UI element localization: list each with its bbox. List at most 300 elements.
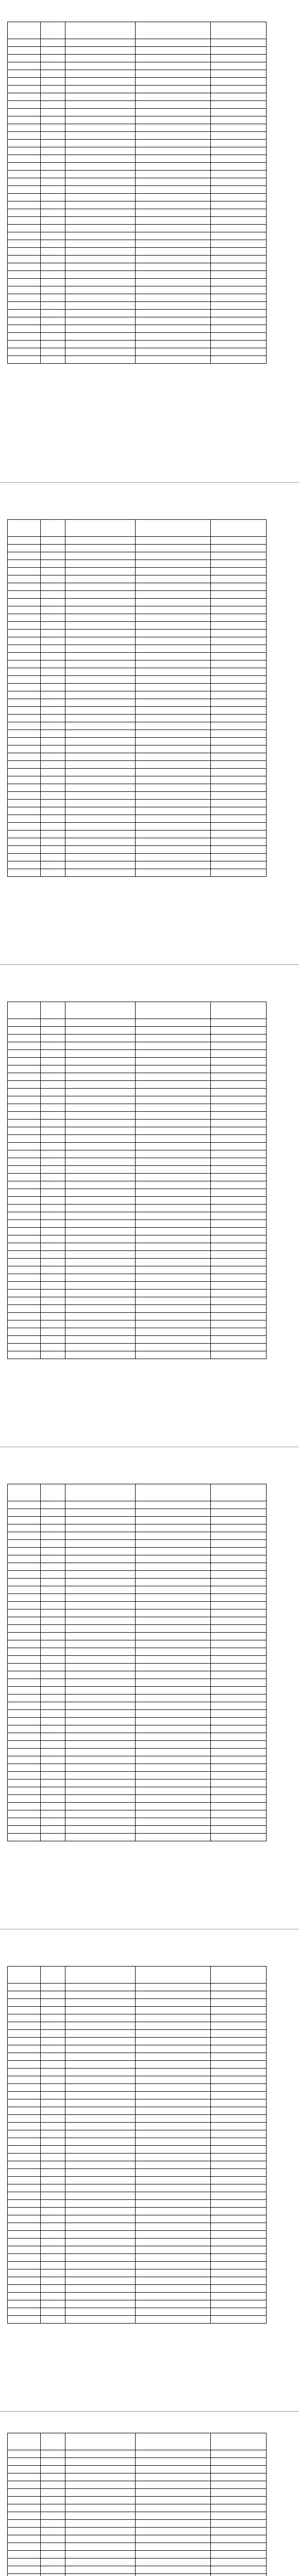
cell-major xyxy=(136,1625,211,1633)
table-row xyxy=(8,1803,267,1810)
cell-remark xyxy=(211,1305,267,1313)
cell-gender xyxy=(41,691,65,699)
cell-id-number xyxy=(65,2030,136,2038)
cell-remark xyxy=(211,1297,267,1305)
header-major xyxy=(136,1484,211,1501)
cell-id-number xyxy=(65,317,136,325)
cell-gender xyxy=(41,575,65,583)
table-row xyxy=(8,78,267,86)
table-row xyxy=(8,1787,267,1795)
student-table xyxy=(7,1484,267,1841)
cell-remark xyxy=(211,2014,267,2022)
cell-gender xyxy=(41,155,65,163)
cell-gender xyxy=(41,93,65,101)
cell-remark xyxy=(211,2269,267,2277)
cell-name xyxy=(8,1320,41,1328)
table-row xyxy=(8,614,267,622)
cell-major xyxy=(136,1197,211,1205)
table-row xyxy=(8,1328,267,1336)
table-row xyxy=(8,2528,267,2535)
cell-gender xyxy=(41,1787,65,1795)
cell-gender xyxy=(41,1810,65,1818)
cell-id-number xyxy=(65,1104,136,1112)
cell-name xyxy=(8,294,41,302)
cell-major xyxy=(136,310,211,317)
cell-name xyxy=(8,769,41,776)
cell-major xyxy=(136,1999,211,2007)
cell-name xyxy=(8,1772,41,1780)
cell-gender xyxy=(41,2277,65,2285)
cell-major xyxy=(136,116,211,124)
cell-name xyxy=(8,838,41,846)
cell-major xyxy=(136,676,211,684)
cell-remark xyxy=(211,2138,267,2146)
cell-remark xyxy=(211,1532,267,1540)
cell-remark xyxy=(211,1042,267,1050)
cell-gender xyxy=(41,622,65,630)
cell-remark xyxy=(211,333,267,341)
cell-id-number xyxy=(65,1050,136,1058)
cell-remark xyxy=(211,2293,267,2300)
table-row xyxy=(8,707,267,715)
cell-gender xyxy=(41,310,65,317)
cell-major xyxy=(136,1780,211,1787)
table-header-row xyxy=(8,1967,267,1984)
header-id-number xyxy=(65,2433,136,2450)
cell-name xyxy=(8,1174,41,1181)
cell-major xyxy=(136,2489,211,2497)
cell-id-number xyxy=(65,684,136,691)
table-row xyxy=(8,163,267,171)
cell-id-number xyxy=(65,2161,136,2169)
cell-gender xyxy=(41,1181,65,1189)
cell-id-number xyxy=(65,668,136,676)
cell-remark xyxy=(211,2566,267,2574)
cell-name xyxy=(8,776,41,784)
table-row xyxy=(8,1764,267,1772)
table-row xyxy=(8,1509,267,1517)
cell-remark xyxy=(211,831,267,838)
table-row xyxy=(8,583,267,591)
cell-id-number xyxy=(65,1150,136,1158)
cell-major xyxy=(136,109,211,116)
cell-major xyxy=(136,1251,211,1259)
cell-remark xyxy=(211,1834,267,1841)
table-row xyxy=(8,147,267,155)
cell-name xyxy=(8,1344,41,1351)
cell-id-number xyxy=(65,1571,136,1579)
cell-gender xyxy=(41,1664,65,1671)
cell-id-number xyxy=(65,225,136,232)
cell-major xyxy=(136,1633,211,1640)
cell-major xyxy=(136,1220,211,1228)
table-row xyxy=(8,1656,267,1664)
cell-gender xyxy=(41,2254,65,2262)
cell-gender xyxy=(41,116,65,124)
cell-name xyxy=(8,800,41,807)
table-row xyxy=(8,1810,267,1818)
table-row xyxy=(8,217,267,225)
cell-remark xyxy=(211,1328,267,1336)
cell-id-number xyxy=(65,1787,136,1795)
cell-name xyxy=(8,333,41,341)
cell-name xyxy=(8,286,41,294)
cell-gender xyxy=(41,606,65,614)
cell-name xyxy=(8,606,41,614)
cell-gender xyxy=(41,645,65,653)
table-row xyxy=(8,2053,267,2061)
table-row xyxy=(8,1517,267,1524)
cell-name xyxy=(8,1112,41,1120)
cell-gender xyxy=(41,1150,65,1158)
cell-name xyxy=(8,1710,41,1718)
cell-name xyxy=(8,2123,41,2130)
table-row xyxy=(8,861,267,869)
cell-gender xyxy=(41,2512,65,2520)
cell-id-number xyxy=(65,2551,136,2558)
cell-remark xyxy=(211,1984,267,1991)
cell-major xyxy=(136,1305,211,1313)
cell-gender xyxy=(41,178,65,186)
cell-name xyxy=(8,2473,41,2481)
cell-id-number xyxy=(65,2558,136,2566)
cell-id-number xyxy=(65,1305,136,1313)
cell-id-number xyxy=(65,1524,136,1532)
cell-gender xyxy=(41,591,65,599)
cell-id-number xyxy=(65,294,136,302)
cell-name xyxy=(8,854,41,861)
cell-major xyxy=(136,302,211,310)
cell-major xyxy=(136,333,211,341)
cell-gender xyxy=(41,1336,65,1344)
table-row xyxy=(8,333,267,341)
cell-remark xyxy=(211,1780,267,1787)
cell-gender xyxy=(41,2099,65,2107)
cell-id-number xyxy=(65,86,136,93)
cell-id-number xyxy=(65,722,136,730)
table-row xyxy=(8,1158,267,1166)
cell-remark xyxy=(211,209,267,217)
cell-id-number xyxy=(65,2520,136,2528)
cell-gender xyxy=(41,1725,65,1733)
cell-id-number xyxy=(65,622,136,630)
cell-remark xyxy=(211,2543,267,2551)
cell-name xyxy=(8,1081,41,1089)
cell-id-number xyxy=(65,1320,136,1328)
cell-id-number xyxy=(65,606,136,614)
cell-major xyxy=(136,2231,211,2239)
cell-id-number xyxy=(65,1772,136,1780)
table-row xyxy=(8,1243,267,1251)
cell-name xyxy=(8,2277,41,2285)
cell-major xyxy=(136,591,211,599)
table-row xyxy=(8,155,267,163)
cell-major xyxy=(136,1050,211,1058)
cell-major xyxy=(136,2543,211,2551)
cell-id-number xyxy=(65,2007,136,2014)
cell-major xyxy=(136,2316,211,2324)
cell-name xyxy=(8,2551,41,2558)
cell-id-number xyxy=(65,2231,136,2239)
cell-gender xyxy=(41,1228,65,1235)
cell-major xyxy=(136,2277,211,2285)
cell-name xyxy=(8,2200,41,2208)
cell-id-number xyxy=(65,707,136,715)
cell-id-number xyxy=(65,2269,136,2277)
cell-major xyxy=(136,2504,211,2512)
cell-name xyxy=(8,2161,41,2169)
table-row xyxy=(8,1749,267,1756)
table-row xyxy=(8,1228,267,1235)
cell-id-number xyxy=(65,807,136,815)
header-id-number xyxy=(65,1002,136,1019)
cell-id-number xyxy=(65,2061,136,2069)
table-row xyxy=(8,2030,267,2038)
table-row xyxy=(8,1120,267,1127)
cell-major xyxy=(136,1290,211,1297)
cell-name xyxy=(8,1181,41,1189)
cell-gender xyxy=(41,2473,65,2481)
header-gender xyxy=(41,1967,65,1984)
cell-id-number xyxy=(65,815,136,823)
cell-major xyxy=(136,2528,211,2535)
table-row xyxy=(8,2076,267,2084)
cell-gender xyxy=(41,1741,65,1749)
cell-name xyxy=(8,1756,41,1764)
cell-gender xyxy=(41,2489,65,2497)
cell-id-number xyxy=(65,545,136,552)
cell-major xyxy=(136,1135,211,1143)
cell-name xyxy=(8,1609,41,1617)
cell-gender xyxy=(41,630,65,637)
table-row xyxy=(8,1571,267,1579)
cell-id-number xyxy=(65,2177,136,2184)
table-row xyxy=(8,1042,267,1050)
cell-major xyxy=(136,2497,211,2504)
cell-id-number xyxy=(65,155,136,163)
cell-id-number xyxy=(65,1694,136,1702)
cell-name xyxy=(8,1594,41,1602)
cell-gender xyxy=(41,1517,65,1524)
cell-id-number xyxy=(65,1540,136,1548)
cell-gender xyxy=(41,2115,65,2123)
cell-name xyxy=(8,1733,41,1741)
cell-major xyxy=(136,1548,211,1555)
table-row xyxy=(8,1501,267,1509)
cell-name xyxy=(8,1984,41,1991)
header-gender xyxy=(41,2433,65,2450)
cell-gender xyxy=(41,1058,65,1065)
cell-major xyxy=(136,1532,211,1540)
cell-id-number xyxy=(65,1089,136,1096)
cell-gender xyxy=(41,2146,65,2154)
cell-gender xyxy=(41,47,65,55)
cell-gender xyxy=(41,1702,65,1710)
table-row xyxy=(8,1189,267,1197)
cell-major xyxy=(136,699,211,707)
table-page xyxy=(0,0,299,482)
cell-name xyxy=(8,2076,41,2084)
cell-id-number xyxy=(65,2084,136,2092)
cell-id-number xyxy=(65,2045,136,2053)
cell-name xyxy=(8,1166,41,1174)
table-row xyxy=(8,699,267,707)
cell-major xyxy=(136,209,211,217)
cell-gender xyxy=(41,1320,65,1328)
cell-gender xyxy=(41,2123,65,2130)
cell-major xyxy=(136,1810,211,1818)
cell-name xyxy=(8,147,41,155)
cell-gender xyxy=(41,1648,65,1656)
cell-id-number xyxy=(65,1282,136,1290)
cell-id-number xyxy=(65,1656,136,1664)
cell-gender xyxy=(41,294,65,302)
cell-remark xyxy=(211,2107,267,2115)
cell-id-number xyxy=(65,1065,136,1073)
cell-id-number xyxy=(65,163,136,171)
cell-remark xyxy=(211,1640,267,1648)
cell-gender xyxy=(41,1313,65,1320)
cell-name xyxy=(8,240,41,248)
cell-id-number xyxy=(65,2099,136,2107)
table-row xyxy=(8,1694,267,1702)
cell-remark xyxy=(211,2076,267,2084)
header-gender xyxy=(41,1484,65,1501)
cell-gender xyxy=(41,2497,65,2504)
cell-id-number xyxy=(65,637,136,645)
cell-major xyxy=(136,2038,211,2045)
cell-id-number xyxy=(65,1351,136,1359)
cell-remark xyxy=(211,101,267,109)
cell-id-number xyxy=(65,2504,136,2512)
cell-major xyxy=(136,2092,211,2099)
cell-id-number xyxy=(65,591,136,599)
cell-name xyxy=(8,341,41,348)
cell-id-number xyxy=(65,93,136,101)
cell-major xyxy=(136,568,211,575)
cell-gender xyxy=(41,1197,65,1205)
cell-id-number xyxy=(65,2130,136,2138)
cell-remark xyxy=(211,155,267,163)
table-page xyxy=(0,964,299,1447)
cell-gender xyxy=(41,240,65,248)
cell-remark xyxy=(211,2022,267,2030)
cell-gender xyxy=(41,861,65,869)
cell-name xyxy=(8,645,41,653)
cell-name xyxy=(8,583,41,591)
cell-major xyxy=(136,1609,211,1617)
cell-id-number xyxy=(65,1617,136,1625)
table-row xyxy=(8,2489,267,2497)
table-row xyxy=(8,2092,267,2099)
cell-name xyxy=(8,124,41,132)
cell-major xyxy=(136,70,211,78)
cell-name xyxy=(8,2558,41,2566)
cell-name xyxy=(8,2014,41,2022)
cell-major xyxy=(136,1150,211,1158)
cell-name xyxy=(8,132,41,140)
cell-id-number xyxy=(65,279,136,286)
cell-remark xyxy=(211,1073,267,1081)
table-row xyxy=(8,124,267,132)
cell-id-number xyxy=(65,1096,136,1104)
cell-name xyxy=(8,1532,41,1540)
table-row xyxy=(8,2300,267,2308)
cell-name xyxy=(8,302,41,310)
table-row xyxy=(8,2285,267,2293)
table-row xyxy=(8,1305,267,1313)
cell-name xyxy=(8,684,41,691)
cell-id-number xyxy=(65,2293,136,2300)
cell-gender xyxy=(41,1826,65,1834)
cell-name xyxy=(8,1259,41,1266)
cell-id-number xyxy=(65,568,136,575)
table-row xyxy=(8,1671,267,1679)
cell-major xyxy=(136,2115,211,2123)
cell-name xyxy=(8,1150,41,1158)
cell-remark xyxy=(211,1803,267,1810)
cell-id-number xyxy=(65,2076,136,2084)
cell-name xyxy=(8,2099,41,2107)
cell-gender xyxy=(41,1710,65,1718)
table-row xyxy=(8,1150,267,1158)
table-row xyxy=(8,630,267,637)
cell-remark xyxy=(211,348,267,356)
cell-name xyxy=(8,1127,41,1135)
cell-major xyxy=(136,1702,211,1710)
cell-remark xyxy=(211,2130,267,2138)
table-row xyxy=(8,2084,267,2092)
cell-id-number xyxy=(65,1174,136,1181)
cell-name xyxy=(8,310,41,317)
cell-id-number xyxy=(65,1725,136,1733)
cell-name xyxy=(8,1243,41,1251)
cell-id-number xyxy=(65,2528,136,2535)
cell-id-number xyxy=(65,124,136,132)
cell-major xyxy=(136,2184,211,2192)
cell-name xyxy=(8,1509,41,1517)
cell-name xyxy=(8,2192,41,2200)
cell-gender xyxy=(41,124,65,132)
cell-remark xyxy=(211,2215,267,2223)
table-row xyxy=(8,2038,267,2045)
cell-major xyxy=(136,2007,211,2014)
cell-remark xyxy=(211,1741,267,1749)
cell-name xyxy=(8,552,41,560)
table-row xyxy=(8,691,267,699)
cell-id-number xyxy=(65,1834,136,1841)
cell-name xyxy=(8,256,41,263)
cell-remark xyxy=(211,1509,267,1517)
table-row xyxy=(8,2262,267,2269)
table-row xyxy=(8,2099,267,2107)
cell-gender xyxy=(41,2161,65,2169)
cell-major xyxy=(136,2084,211,2092)
cell-major xyxy=(136,2169,211,2177)
cell-major xyxy=(136,186,211,194)
cell-major xyxy=(136,823,211,831)
header-remark xyxy=(211,22,267,39)
table-row xyxy=(8,1073,267,1081)
cell-id-number xyxy=(65,1212,136,1220)
cell-id-number xyxy=(65,784,136,792)
cell-remark xyxy=(211,846,267,854)
cell-id-number xyxy=(65,47,136,55)
table-row xyxy=(8,1089,267,1096)
table-row xyxy=(8,2269,267,2277)
cell-remark xyxy=(211,861,267,869)
cell-remark xyxy=(211,186,267,194)
